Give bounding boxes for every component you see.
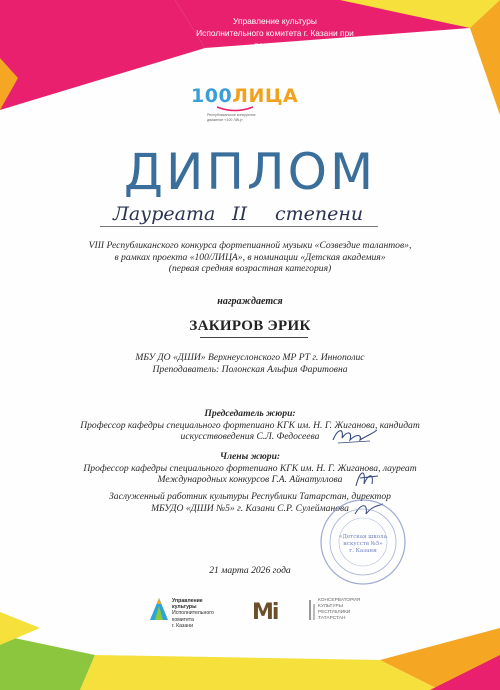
organizer-line: Исполнительного комитета г. Казани при поддержке (196, 28, 354, 50)
contest-line: в рамках проекта «100/ЛИЦА», в номинации «Детская академия» (114, 251, 386, 263)
jury-members-heading: Члены жюри: (219, 451, 281, 462)
issue-date: 21 марта 2026 года (209, 565, 291, 576)
logo-letters: ЛИЦА (232, 85, 299, 107)
diploma-title: ДИПЛОМ (123, 143, 377, 201)
recipient-teacher: Преподаватель: Полонская Альфия Фаритовна (152, 363, 348, 375)
logo1-line: комитета (172, 616, 194, 623)
logo1-line: Исполнительного (172, 610, 214, 617)
logo3-line: КУЛЬТУРЫ (318, 604, 343, 609)
jury-member-line: Профессор кафедры специального фортепиано КГК им. Н. Г. Жиганова, лауреат (83, 462, 417, 474)
conservatory-logo (318, 598, 388, 622)
awarded-label: награждается (217, 296, 283, 307)
partner-logo-mi (252, 600, 277, 625)
member-signature (352, 466, 384, 490)
award-word-degree: степени (275, 203, 364, 225)
logo1-line: Управление (172, 598, 203, 604)
organizer-header (190, 15, 360, 75)
jury-chair (40, 408, 460, 443)
green-bottom-left-shape (0, 635, 95, 690)
logo1-line: г. Казани (172, 622, 194, 629)
stamp-text-line: искусств №5» (343, 541, 383, 547)
logo-tagline: Республиканское конкурсное (207, 113, 256, 117)
director-line: МБУДО «ДШИ №5» г. Казани С.Р. Сулейманова (151, 502, 349, 514)
logo3-line: КОНСЕРВАТОРИЯ (318, 598, 361, 603)
culture-department-logo (148, 596, 228, 627)
award-degree-number: II (232, 203, 248, 225)
award-underline (100, 226, 378, 227)
logo3-line: ТАТАРСТАН (318, 616, 346, 621)
logo-tagline: движение «100 ЛИЦ» (207, 117, 243, 122)
logo-digits: 100 (191, 85, 233, 107)
pink-top-left-shape (0, 0, 205, 110)
organizer-line: Управление культуры (233, 16, 317, 26)
culture-department-icon (148, 596, 170, 622)
jury-chair-line: искусствоведения С.Л. Федосеева (180, 431, 320, 442)
chair-signature (330, 424, 380, 448)
contest-description (40, 240, 460, 275)
logo3-line: РЕСПУБЛИКИ (318, 610, 351, 615)
jury-chair-line: Профессор кафедры специального фортепиано КГК им. Н. Г. Жиганова, кандидат (80, 419, 420, 431)
conservatory-mark-icon (309, 600, 316, 620)
recipient-name-underline (200, 337, 308, 338)
organizer-line: Министерства культуры Республики Татарстан (204, 52, 346, 74)
contest-line: VIII Республиканского конкурса фортепианной музыки «Созвездие талантов», (88, 240, 412, 251)
stamp-text-line: г. Казани (349, 548, 377, 554)
logo2-text: Mi (252, 600, 278, 625)
recipient-school: МБУ ДО «ДШИ» Верхнеуслонского МР РТ г. Иннополис (135, 352, 365, 363)
jury-members (40, 451, 460, 486)
logo1-line: культуры (172, 604, 197, 611)
recipient-name: ЗАКИРОВ ЭРИК (189, 318, 311, 334)
contest-line: (первая средняя возрастная категория) (168, 263, 332, 274)
jury-member-line: Международных конкурсов Г.А. Айнатуллова (157, 474, 343, 485)
project-logo (191, 86, 311, 122)
stamp-text-line: «Детская школа (339, 534, 387, 540)
award-word-laureate: Лауреата (113, 203, 216, 225)
recipient-details (40, 352, 460, 375)
director-line: Заслуженный работник культуры Республики Татарстан, директор (109, 491, 391, 502)
jury-chair-heading: Председатель жюри: (204, 408, 296, 419)
